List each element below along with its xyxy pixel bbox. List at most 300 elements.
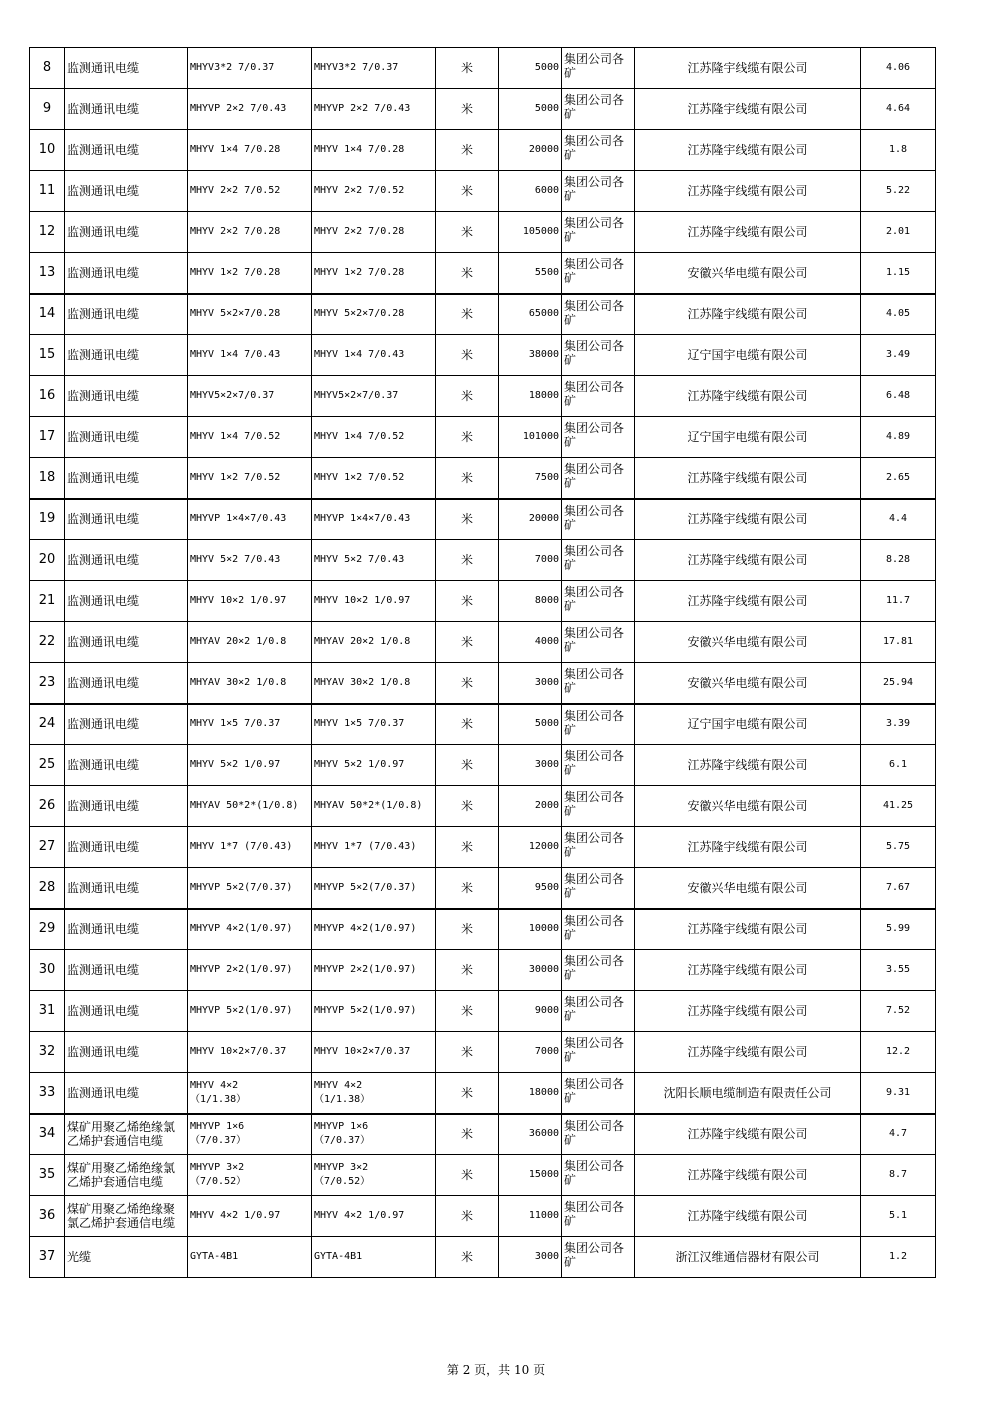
usage-scope-cell: 集团公司各矿 — [562, 581, 635, 622]
usage-scope-cell: 集团公司各矿 — [562, 786, 635, 827]
spec-model-cell: MHYV 10×2×7/0.37 — [188, 1032, 312, 1073]
table-row — [30, 950, 936, 991]
table-row — [30, 335, 936, 376]
unit-cell: 米 — [436, 1032, 499, 1073]
quantity-cell: 105000 — [499, 212, 562, 253]
spec-model-alt-cell: MHYV 4×2 （1/1.38） — [312, 1073, 436, 1114]
row-number-cell: 21 — [30, 581, 65, 622]
item-name-cell: 监测通讯电缆 — [65, 581, 188, 622]
spec-model-cell: MHYV 2×2 7/0.52 — [188, 171, 312, 212]
unit-cell: 米 — [436, 417, 499, 458]
supplier-name-cell: 江苏隆宇线缆有限公司 — [635, 1155, 861, 1196]
unit-price-cell: 3.39 — [861, 704, 936, 745]
row-number-cell: 11 — [30, 171, 65, 212]
spec-model-cell: MHYVP 4×2(1/0.97) — [188, 909, 312, 950]
unit-cell: 米 — [436, 1114, 499, 1155]
unit-cell: 米 — [436, 991, 499, 1032]
item-name-cell: 煤矿用聚乙烯绝缘聚氯乙烯护套通信电缆 — [65, 1196, 188, 1237]
usage-scope-cell: 集团公司各矿 — [562, 417, 635, 458]
unit-price-cell: 4.64 — [861, 89, 936, 130]
usage-scope-cell: 集团公司各矿 — [562, 253, 635, 294]
spec-model-alt-cell: MHYVP 1×4×7/0.43 — [312, 499, 436, 540]
unit-price-cell: 6.1 — [861, 745, 936, 786]
supplier-name-cell: 江苏隆宇线缆有限公司 — [635, 1114, 861, 1155]
spec-model-cell: MHYAV 20×2 1/0.8 — [188, 622, 312, 663]
table-row — [30, 991, 936, 1032]
quantity-cell: 101000 — [499, 417, 562, 458]
supplier-name-cell: 江苏隆宇线缆有限公司 — [635, 130, 861, 171]
supplier-name-cell: 江苏隆宇线缆有限公司 — [635, 909, 861, 950]
unit-price-cell: 4.7 — [861, 1114, 936, 1155]
usage-scope-cell: 集团公司各矿 — [562, 1032, 635, 1073]
spec-model-cell: MHYVP 2×2 7/0.43 — [188, 89, 312, 130]
unit-cell: 米 — [436, 499, 499, 540]
quantity-cell: 36000 — [499, 1114, 562, 1155]
item-name-cell: 监测通讯电缆 — [65, 1032, 188, 1073]
usage-scope-cell: 集团公司各矿 — [562, 212, 635, 253]
table-row — [30, 663, 936, 704]
usage-scope-cell: 集团公司各矿 — [562, 1196, 635, 1237]
unit-price-cell: 3.55 — [861, 950, 936, 991]
price-table — [29, 47, 936, 1278]
item-name-cell: 监测通讯电缆 — [65, 622, 188, 663]
usage-scope-cell: 集团公司各矿 — [562, 540, 635, 581]
row-number-cell: 27 — [30, 827, 65, 868]
spec-model-alt-cell: MHYV 1*7 (7/0.43) — [312, 827, 436, 868]
unit-cell: 米 — [436, 868, 499, 909]
row-number-cell: 8 — [30, 48, 65, 89]
usage-scope-cell: 集团公司各矿 — [562, 1114, 635, 1155]
unit-cell: 米 — [436, 1196, 499, 1237]
spec-model-cell: MHYVP 3×2 （7/0.52） — [188, 1155, 312, 1196]
supplier-name-cell: 辽宁国宇电缆有限公司 — [635, 417, 861, 458]
unit-price-cell: 4.4 — [861, 499, 936, 540]
spec-model-alt-cell: MHYVP 3×2 （7/0.52） — [312, 1155, 436, 1196]
spec-model-alt-cell: MHYV 1×2 7/0.28 — [312, 253, 436, 294]
spec-model-cell: MHYV 5×2 7/0.43 — [188, 540, 312, 581]
supplier-name-cell: 江苏隆宇线缆有限公司 — [635, 1196, 861, 1237]
quantity-cell: 20000 — [499, 499, 562, 540]
spec-model-alt-cell: MHYV 1×4 7/0.43 — [312, 335, 436, 376]
row-number-cell: 29 — [30, 909, 65, 950]
row-number-cell: 33 — [30, 1073, 65, 1114]
unit-price-cell: 4.06 — [861, 48, 936, 89]
table-row — [30, 622, 936, 663]
quantity-cell: 5000 — [499, 704, 562, 745]
spec-model-alt-cell: MHYAV 50*2*(1/0.8) — [312, 786, 436, 827]
usage-scope-cell: 集团公司各矿 — [562, 294, 635, 335]
usage-scope-cell: 集团公司各矿 — [562, 991, 635, 1032]
usage-scope-cell: 集团公司各矿 — [562, 909, 635, 950]
table-row — [30, 1073, 936, 1114]
table-row — [30, 458, 936, 499]
usage-scope-cell: 集团公司各矿 — [562, 171, 635, 212]
unit-cell: 米 — [436, 130, 499, 171]
unit-price-cell: 1.2 — [861, 1237, 936, 1278]
quantity-cell: 20000 — [499, 130, 562, 171]
item-name-cell: 监测通讯电缆 — [65, 786, 188, 827]
unit-price-cell: 4.89 — [861, 417, 936, 458]
table-row — [30, 1114, 936, 1155]
item-name-cell: 监测通讯电缆 — [65, 294, 188, 335]
table-row — [30, 909, 936, 950]
unit-cell: 米 — [436, 1155, 499, 1196]
unit-cell: 米 — [436, 540, 499, 581]
supplier-name-cell: 安徽兴华电缆有限公司 — [635, 868, 861, 909]
table-row — [30, 294, 936, 335]
quantity-cell: 7500 — [499, 458, 562, 499]
row-number-cell: 26 — [30, 786, 65, 827]
supplier-name-cell: 辽宁国宇电缆有限公司 — [635, 335, 861, 376]
table-row — [30, 1237, 936, 1278]
supplier-name-cell: 沈阳长顺电缆制造有限责任公司 — [635, 1073, 861, 1114]
table-row — [30, 376, 936, 417]
supplier-name-cell: 江苏隆宇线缆有限公司 — [635, 1032, 861, 1073]
spec-model-alt-cell: MHYVP 2×2 7/0.43 — [312, 89, 436, 130]
item-name-cell: 监测通讯电缆 — [65, 909, 188, 950]
spec-model-cell: GYTA-4B1 — [188, 1237, 312, 1278]
spec-model-alt-cell: MHYV 1×4 7/0.28 — [312, 130, 436, 171]
spec-model-cell: MHYVP 5×2(1/0.97) — [188, 991, 312, 1032]
supplier-name-cell: 江苏隆宇线缆有限公司 — [635, 581, 861, 622]
quantity-cell: 12000 — [499, 827, 562, 868]
item-name-cell: 监测通讯电缆 — [65, 335, 188, 376]
spec-model-alt-cell: GYTA-4B1 — [312, 1237, 436, 1278]
spec-model-alt-cell: MHYAV 20×2 1/0.8 — [312, 622, 436, 663]
quantity-cell: 8000 — [499, 581, 562, 622]
spec-model-cell: MHYVP 5×2(7/0.37) — [188, 868, 312, 909]
table-row — [30, 130, 936, 171]
table-row — [30, 745, 936, 786]
item-name-cell: 监测通讯电缆 — [65, 130, 188, 171]
spec-model-alt-cell: MHYV 1×2 7/0.52 — [312, 458, 436, 499]
supplier-name-cell: 安徽兴华电缆有限公司 — [635, 663, 861, 704]
unit-cell: 米 — [436, 1237, 499, 1278]
supplier-name-cell: 浙江汉维通信器材有限公司 — [635, 1237, 861, 1278]
supplier-name-cell: 辽宁国宇电缆有限公司 — [635, 704, 861, 745]
usage-scope-cell: 集团公司各矿 — [562, 745, 635, 786]
item-name-cell: 监测通讯电缆 — [65, 89, 188, 130]
row-number-cell: 18 — [30, 458, 65, 499]
unit-price-cell: 2.65 — [861, 458, 936, 499]
table-row — [30, 581, 936, 622]
usage-scope-cell: 集团公司各矿 — [562, 827, 635, 868]
table-row — [30, 89, 936, 130]
row-number-cell: 16 — [30, 376, 65, 417]
unit-price-cell: 9.31 — [861, 1073, 936, 1114]
spec-model-cell: MHYV 2×2 7/0.28 — [188, 212, 312, 253]
unit-cell: 米 — [436, 1073, 499, 1114]
item-name-cell: 监测通讯电缆 — [65, 417, 188, 458]
unit-cell: 米 — [436, 622, 499, 663]
spec-model-alt-cell: MHYV 1×4 7/0.52 — [312, 417, 436, 458]
supplier-name-cell: 安徽兴华电缆有限公司 — [635, 253, 861, 294]
unit-cell: 米 — [436, 212, 499, 253]
spec-model-cell: MHYV3*2 7/0.37 — [188, 48, 312, 89]
spec-model-cell: MHYVP 1×6 （7/0.37） — [188, 1114, 312, 1155]
spec-model-cell: MHYV5×2×7/0.37 — [188, 376, 312, 417]
unit-cell: 米 — [436, 745, 499, 786]
spec-model-alt-cell: MHYV 4×2 1/0.97 — [312, 1196, 436, 1237]
unit-cell: 米 — [436, 786, 499, 827]
unit-price-cell: 17.81 — [861, 622, 936, 663]
usage-scope-cell: 集团公司各矿 — [562, 48, 635, 89]
supplier-name-cell: 安徽兴华电缆有限公司 — [635, 622, 861, 663]
table-row — [30, 1196, 936, 1237]
unit-cell: 米 — [436, 663, 499, 704]
quantity-cell: 4000 — [499, 622, 562, 663]
spec-model-alt-cell: MHYVP 5×2(1/0.97) — [312, 991, 436, 1032]
unit-cell: 米 — [436, 376, 499, 417]
row-number-cell: 13 — [30, 253, 65, 294]
supplier-name-cell: 安徽兴华电缆有限公司 — [635, 786, 861, 827]
row-number-cell: 19 — [30, 499, 65, 540]
row-number-cell: 35 — [30, 1155, 65, 1196]
quantity-cell: 11000 — [499, 1196, 562, 1237]
spec-model-alt-cell: MHYV 2×2 7/0.28 — [312, 212, 436, 253]
quantity-cell: 9500 — [499, 868, 562, 909]
row-number-cell: 22 — [30, 622, 65, 663]
unit-price-cell: 4.05 — [861, 294, 936, 335]
supplier-name-cell: 江苏隆宇线缆有限公司 — [635, 950, 861, 991]
spec-model-cell: MHYV 1×4 7/0.52 — [188, 417, 312, 458]
unit-cell: 米 — [436, 950, 499, 991]
usage-scope-cell: 集团公司各矿 — [562, 1073, 635, 1114]
spec-model-alt-cell: MHYVP 2×2(1/0.97) — [312, 950, 436, 991]
usage-scope-cell: 集团公司各矿 — [562, 335, 635, 376]
usage-scope-cell: 集团公司各矿 — [562, 130, 635, 171]
usage-scope-cell: 集团公司各矿 — [562, 89, 635, 130]
table-row — [30, 212, 936, 253]
unit-cell: 米 — [436, 171, 499, 212]
spec-model-alt-cell: MHYV 5×2 7/0.43 — [312, 540, 436, 581]
spec-model-cell: MHYVP 2×2(1/0.97) — [188, 950, 312, 991]
table-row — [30, 171, 936, 212]
usage-scope-cell: 集团公司各矿 — [562, 704, 635, 745]
table-row — [30, 48, 936, 89]
supplier-name-cell: 江苏隆宇线缆有限公司 — [635, 458, 861, 499]
quantity-cell: 3000 — [499, 745, 562, 786]
table-row — [30, 1155, 936, 1196]
table-row — [30, 868, 936, 909]
item-name-cell: 监测通讯电缆 — [65, 827, 188, 868]
spec-model-cell: MHYV 10×2 1/0.97 — [188, 581, 312, 622]
row-number-cell: 32 — [30, 1032, 65, 1073]
quantity-cell: 10000 — [499, 909, 562, 950]
quantity-cell: 5000 — [499, 48, 562, 89]
spec-model-alt-cell: MHYV 1×5 7/0.37 — [312, 704, 436, 745]
row-number-cell: 37 — [30, 1237, 65, 1278]
unit-price-cell: 8.7 — [861, 1155, 936, 1196]
table-row — [30, 417, 936, 458]
quantity-cell: 6000 — [499, 171, 562, 212]
unit-price-cell: 8.28 — [861, 540, 936, 581]
spec-model-alt-cell: MHYV3*2 7/0.37 — [312, 48, 436, 89]
spec-model-cell: MHYV 1×2 7/0.28 — [188, 253, 312, 294]
table-row — [30, 704, 936, 745]
spec-model-alt-cell: MHYVP 1×6 （7/0.37） — [312, 1114, 436, 1155]
row-number-cell: 25 — [30, 745, 65, 786]
item-name-cell: 监测通讯电缆 — [65, 212, 188, 253]
spec-model-alt-cell: MHYAV 30×2 1/0.8 — [312, 663, 436, 704]
item-name-cell: 监测通讯电缆 — [65, 253, 188, 294]
quantity-cell: 7000 — [499, 1032, 562, 1073]
spec-model-alt-cell: MHYVP 4×2(1/0.97) — [312, 909, 436, 950]
spec-model-alt-cell: MHYVP 5×2(7/0.37) — [312, 868, 436, 909]
table-row — [30, 540, 936, 581]
spec-model-alt-cell: MHYV 5×2 1/0.97 — [312, 745, 436, 786]
spec-model-alt-cell: MHYV5×2×7/0.37 — [312, 376, 436, 417]
quantity-cell: 3000 — [499, 663, 562, 704]
row-number-cell: 14 — [30, 294, 65, 335]
unit-cell: 米 — [436, 581, 499, 622]
spec-model-cell: MHYV 1×4 7/0.28 — [188, 130, 312, 171]
spec-model-cell: MHYV 5×2 1/0.97 — [188, 745, 312, 786]
table-row — [30, 827, 936, 868]
supplier-name-cell: 江苏隆宇线缆有限公司 — [635, 171, 861, 212]
unit-price-cell: 12.2 — [861, 1032, 936, 1073]
unit-cell: 米 — [436, 48, 499, 89]
row-number-cell: 31 — [30, 991, 65, 1032]
unit-cell: 米 — [436, 89, 499, 130]
quantity-cell: 15000 — [499, 1155, 562, 1196]
quantity-cell: 38000 — [499, 335, 562, 376]
spec-model-cell: MHYV 1×5 7/0.37 — [188, 704, 312, 745]
item-name-cell: 监测通讯电缆 — [65, 704, 188, 745]
supplier-name-cell: 江苏隆宇线缆有限公司 — [635, 827, 861, 868]
usage-scope-cell: 集团公司各矿 — [562, 663, 635, 704]
supplier-name-cell: 江苏隆宇线缆有限公司 — [635, 540, 861, 581]
unit-cell: 米 — [436, 458, 499, 499]
unit-cell: 米 — [436, 909, 499, 950]
item-name-cell: 监测通讯电缆 — [65, 950, 188, 991]
quantity-cell: 65000 — [499, 294, 562, 335]
unit-cell: 米 — [436, 253, 499, 294]
usage-scope-cell: 集团公司各矿 — [562, 950, 635, 991]
supplier-name-cell: 江苏隆宇线缆有限公司 — [635, 48, 861, 89]
unit-price-cell: 2.01 — [861, 212, 936, 253]
usage-scope-cell: 集团公司各矿 — [562, 622, 635, 663]
item-name-cell: 监测通讯电缆 — [65, 745, 188, 786]
spec-model-cell: MHYAV 50*2*(1/0.8) — [188, 786, 312, 827]
unit-price-cell: 1.8 — [861, 130, 936, 171]
spec-model-cell: MHYV 1*7 (7/0.43) — [188, 827, 312, 868]
spec-model-alt-cell: MHYV 5×2×7/0.28 — [312, 294, 436, 335]
item-name-cell: 煤矿用聚乙烯绝缘氯乙烯护套通信电缆 — [65, 1155, 188, 1196]
item-name-cell: 监测通讯电缆 — [65, 868, 188, 909]
supplier-name-cell: 江苏隆宇线缆有限公司 — [635, 376, 861, 417]
row-number-cell: 23 — [30, 663, 65, 704]
supplier-name-cell: 江苏隆宇线缆有限公司 — [635, 294, 861, 335]
spec-model-alt-cell: MHYV 10×2 1/0.97 — [312, 581, 436, 622]
item-name-cell: 监测通讯电缆 — [65, 48, 188, 89]
row-number-cell: 28 — [30, 868, 65, 909]
quantity-cell: 2000 — [499, 786, 562, 827]
table-row — [30, 253, 936, 294]
unit-price-cell: 5.75 — [861, 827, 936, 868]
spec-model-alt-cell: MHYV 2×2 7/0.52 — [312, 171, 436, 212]
unit-price-cell: 3.49 — [861, 335, 936, 376]
item-name-cell: 监测通讯电缆 — [65, 458, 188, 499]
unit-price-cell: 6.48 — [861, 376, 936, 417]
unit-price-cell: 5.99 — [861, 909, 936, 950]
unit-cell: 米 — [436, 294, 499, 335]
spec-model-alt-cell: MHYV 10×2×7/0.37 — [312, 1032, 436, 1073]
unit-cell: 米 — [436, 704, 499, 745]
usage-scope-cell: 集团公司各矿 — [562, 868, 635, 909]
unit-price-cell: 25.94 — [861, 663, 936, 704]
unit-price-cell: 7.67 — [861, 868, 936, 909]
row-number-cell: 34 — [30, 1114, 65, 1155]
row-number-cell: 15 — [30, 335, 65, 376]
spec-model-cell: MHYV 1×4 7/0.43 — [188, 335, 312, 376]
quantity-cell: 18000 — [499, 1073, 562, 1114]
item-name-cell: 煤矿用聚乙烯绝缘氯乙烯护套通信电缆 — [65, 1114, 188, 1155]
supplier-name-cell: 江苏隆宇线缆有限公司 — [635, 499, 861, 540]
row-number-cell: 9 — [30, 89, 65, 130]
spec-model-cell: MHYAV 30×2 1/0.8 — [188, 663, 312, 704]
unit-price-cell: 1.15 — [861, 253, 936, 294]
supplier-name-cell: 江苏隆宇线缆有限公司 — [635, 89, 861, 130]
quantity-cell: 18000 — [499, 376, 562, 417]
item-name-cell: 监测通讯电缆 — [65, 540, 188, 581]
usage-scope-cell: 集团公司各矿 — [562, 1237, 635, 1278]
unit-cell: 米 — [436, 827, 499, 868]
row-number-cell: 12 — [30, 212, 65, 253]
usage-scope-cell: 集团公司各矿 — [562, 376, 635, 417]
quantity-cell: 5000 — [499, 89, 562, 130]
spec-model-cell: MHYV 5×2×7/0.28 — [188, 294, 312, 335]
spec-model-cell: MHYV 4×2 （1/1.38） — [188, 1073, 312, 1114]
page-footer: 第 2 页，共 10 页 — [446, 1363, 546, 1377]
row-number-cell: 30 — [30, 950, 65, 991]
row-number-cell: 36 — [30, 1196, 65, 1237]
supplier-name-cell: 江苏隆宇线缆有限公司 — [635, 745, 861, 786]
quantity-cell: 9000 — [499, 991, 562, 1032]
unit-price-cell: 5.1 — [861, 1196, 936, 1237]
row-number-cell: 24 — [30, 704, 65, 745]
item-name-cell: 监测通讯电缆 — [65, 663, 188, 704]
row-number-cell: 10 — [30, 130, 65, 171]
item-name-cell: 监测通讯电缆 — [65, 1073, 188, 1114]
supplier-name-cell: 江苏隆宇线缆有限公司 — [635, 212, 861, 253]
spec-model-cell: MHYV 1×2 7/0.52 — [188, 458, 312, 499]
spec-model-cell: MHYV 4×2 1/0.97 — [188, 1196, 312, 1237]
supplier-name-cell: 江苏隆宇线缆有限公司 — [635, 991, 861, 1032]
usage-scope-cell: 集团公司各矿 — [562, 499, 635, 540]
unit-price-cell: 11.7 — [861, 581, 936, 622]
item-name-cell: 监测通讯电缆 — [65, 376, 188, 417]
row-number-cell: 17 — [30, 417, 65, 458]
item-name-cell: 监测通讯电缆 — [65, 171, 188, 212]
table-row — [30, 786, 936, 827]
usage-scope-cell: 集团公司各矿 — [562, 1155, 635, 1196]
item-name-cell: 光缆 — [65, 1237, 188, 1278]
item-name-cell: 监测通讯电缆 — [65, 499, 188, 540]
quantity-cell: 3000 — [499, 1237, 562, 1278]
unit-cell: 米 — [436, 335, 499, 376]
quantity-cell: 7000 — [499, 540, 562, 581]
quantity-cell: 5500 — [499, 253, 562, 294]
unit-price-cell: 41.25 — [861, 786, 936, 827]
item-name-cell: 监测通讯电缆 — [65, 991, 188, 1032]
spec-model-cell: MHYVP 1×4×7/0.43 — [188, 499, 312, 540]
unit-price-cell: 5.22 — [861, 171, 936, 212]
usage-scope-cell: 集团公司各矿 — [562, 458, 635, 499]
quantity-cell: 30000 — [499, 950, 562, 991]
unit-price-cell: 7.52 — [861, 991, 936, 1032]
table-row — [30, 1032, 936, 1073]
